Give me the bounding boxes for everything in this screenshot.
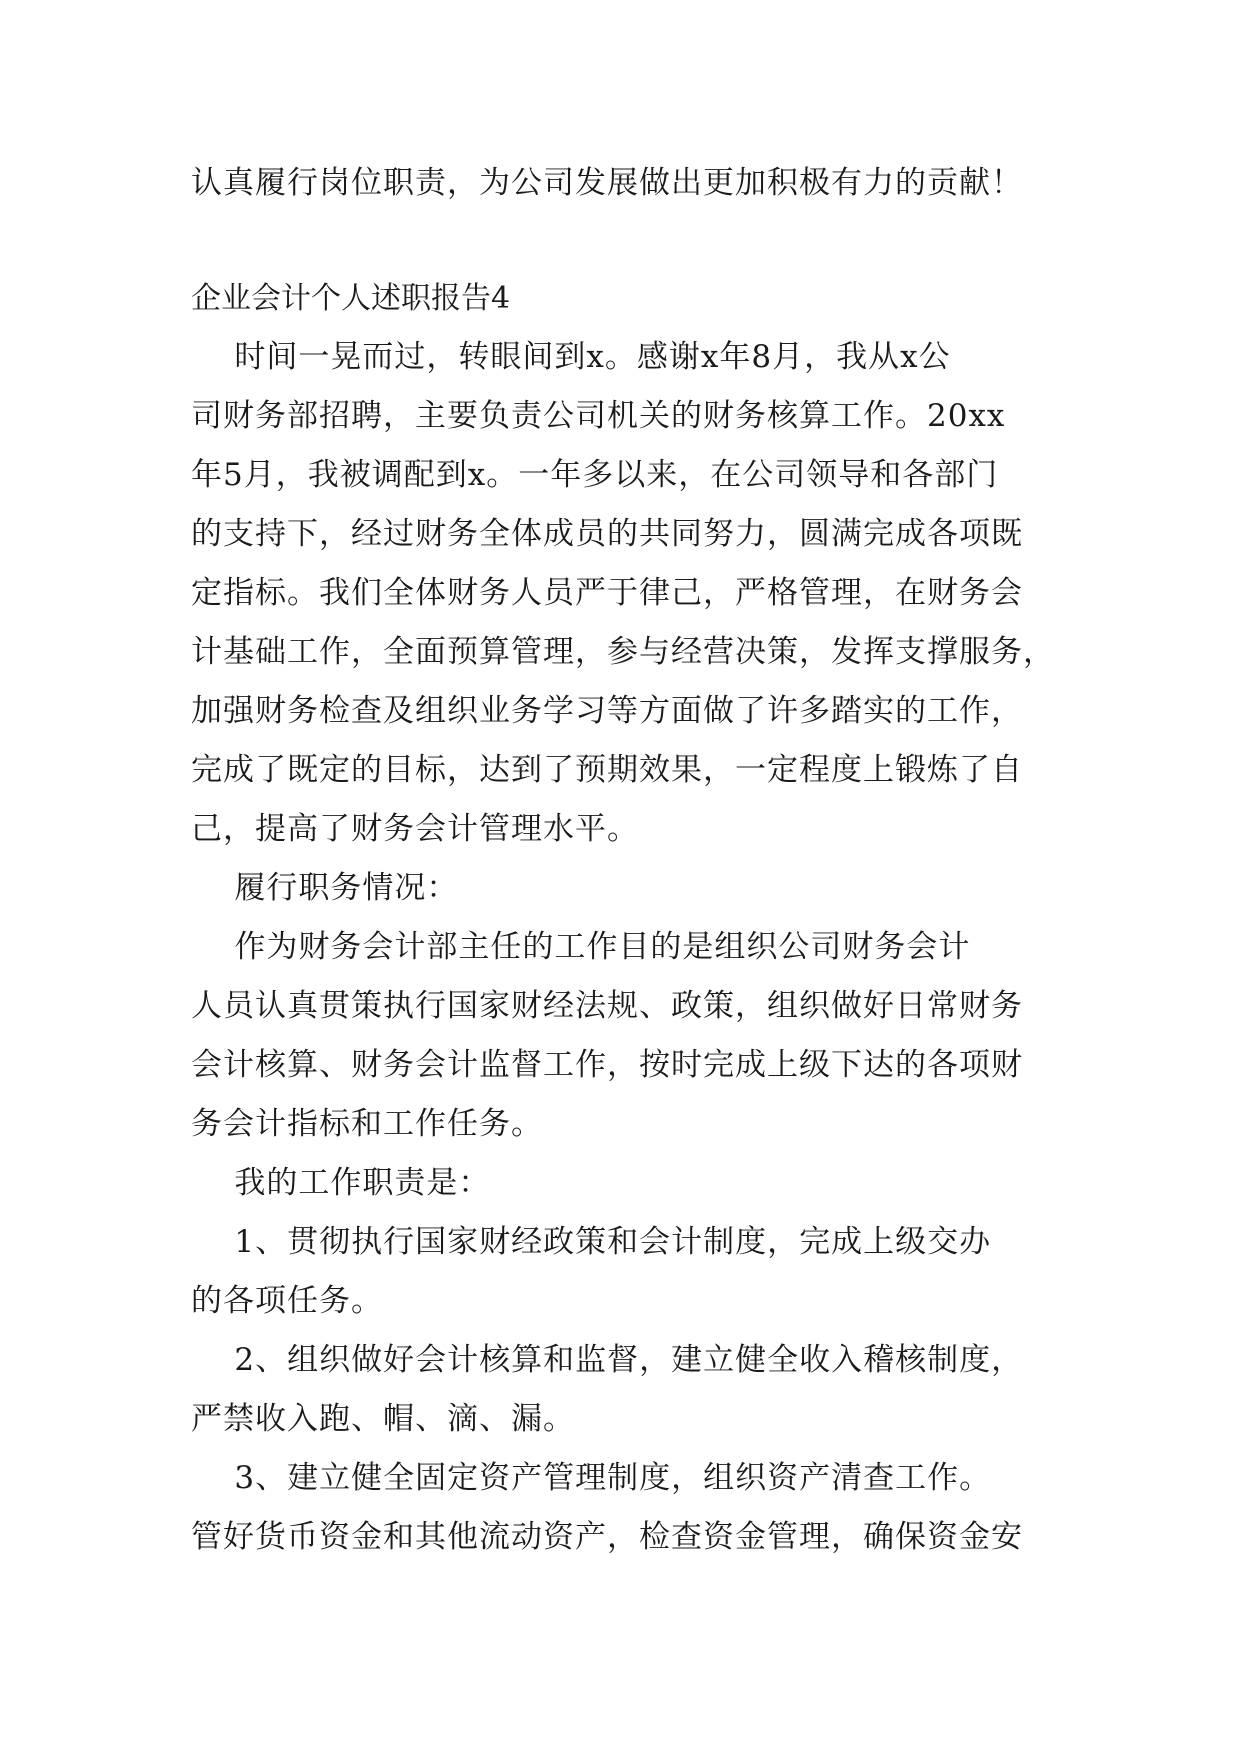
text-line: 年5月，我被调配到x。一年多以来，在公司领导和各部门 <box>191 457 999 493</box>
text-line: 作为财务会计部主任的工作目的是组织公司财务会计 <box>191 929 971 965</box>
list-item: 1、贯彻执行国家财经政策和会计制度，完成上级交办 <box>191 1224 992 1260</box>
text-line: 会计核算、财务会计监督工作，按时完成上级下达的各项财 <box>191 1047 1023 1083</box>
text-line: 司财务部招聘，主要负责公司机关的财务核算工作。20xx <box>191 398 1006 434</box>
text-line: 己，提高了财务会计管理水平。 <box>191 811 639 847</box>
text-line: 时间一晃而过，转眼间到x。感谢x年8月，我从x公 <box>191 339 951 375</box>
text-line: 定指标。我们全体财务人员严于律己，严格管理，在财务会 <box>191 575 1023 611</box>
text-line: 严禁收入跑、帽、滴、漏。 <box>191 1401 575 1437</box>
text-line: 认真履行岗位职责，为公司发展做出更加积极有力的贡献！ <box>191 165 1023 201</box>
text-line: 的支持下，经过财务全体成员的共同努力，圆满完成各项既 <box>191 516 1023 552</box>
text-line: 完成了既定的目标，达到了预期效果，一定程度上锻炼了自 <box>191 752 1023 788</box>
text-line: 加强财务检查及组织业务学习等方面做了许多踏实的工作， <box>191 693 1023 729</box>
text-line: 计基础工作，全面预算管理，参与经营决策，发挥支撑服务， <box>191 634 1055 670</box>
document-body <box>191 154 1061 1567</box>
subheading: 我的工作职责是： <box>191 1165 491 1201</box>
subheading: 履行职务情况： <box>191 870 459 906</box>
list-item: 2、组织做好会计核算和监督，建立健全收入稽核制度， <box>191 1342 1024 1378</box>
section-title: 企业会计个人述职报告4 <box>191 281 511 316</box>
text-line: 管好货币资金和其他流动资产，检查资金管理，确保资金安 <box>191 1519 1023 1555</box>
text-line: 务会计指标和工作任务。 <box>191 1106 543 1142</box>
list-item: 3、建立健全固定资产管理制度，组织资产清查工作。 <box>191 1460 992 1496</box>
text-line: 人员认真贯策执行国家财经法规、政策，组织做好日常财务 <box>191 988 1023 1024</box>
text-line: 的各项任务。 <box>191 1283 383 1319</box>
